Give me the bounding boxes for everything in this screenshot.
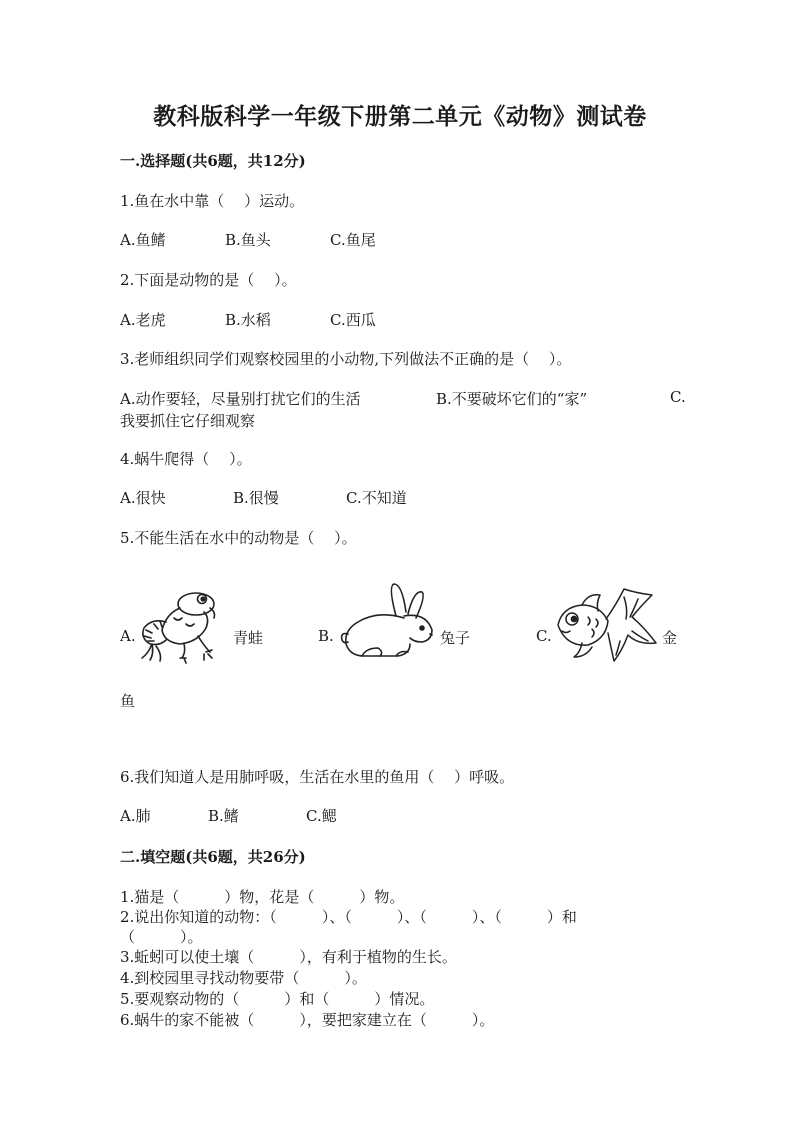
fill-question-2-line-1: 2.说出你知道的动物：（ ）、（ ）、（ ）、（ ）和 (120, 908, 577, 926)
question-1-stem: 1.鱼在水中靠（ ）运动。 (120, 192, 305, 210)
goldfish-illustration (552, 585, 660, 665)
question-5-option-b-prefix: B. (318, 627, 334, 645)
question-2-option-a: A.老虎 (120, 311, 166, 329)
question-4-option-c: C.不知道 (346, 489, 407, 507)
fill-question-2-line-2: （ ）。 (120, 928, 203, 946)
question-5-option-c-label-part1: 金 (662, 629, 678, 647)
fill-question-1: 1.猫是（ ）物，花是（ ）物。 (120, 888, 405, 906)
page-title: 教科版科学一年级下册第二单元《动物》测试卷 (153, 103, 647, 130)
fill-question-5: 5.要观察动物的（ ）和（ ）情况。 (120, 990, 435, 1008)
question-1-option-b: B.鱼头 (225, 231, 271, 249)
question-5-option-a-prefix: A. (120, 627, 136, 645)
question-5-option-a-label: 青蛙 (233, 629, 264, 647)
question-5-option-c-label-part2: 鱼 (120, 692, 136, 710)
fill-question-4: 4.到校园里寻找动物要带（ ）。 (120, 969, 367, 987)
question-3-option-c-text: 我要抓住它仔细观察 (120, 412, 256, 430)
question-6-stem: 6.我们知道人是用肺呼吸，生活在水里的鱼用（ ）呼吸。 (120, 768, 515, 786)
question-5-option-c-prefix: C. (536, 627, 552, 645)
question-3-option-c-prefix: C. (670, 388, 686, 406)
question-3-option-b: B.不要破坏它们的“家” (436, 390, 588, 408)
question-4-stem: 4.蜗牛爬得（ ）。 (120, 450, 252, 468)
rabbit-illustration (338, 582, 438, 662)
question-3-option-a: A.动作要轻，尽量别打扰它们的生活 (120, 390, 361, 408)
question-1-option-a: A.鱼鳍 (120, 231, 166, 249)
question-4-option-b: B.很慢 (233, 489, 279, 507)
question-2-stem: 2.下面是动物的是（ ）。 (120, 271, 297, 289)
question-6-option-b: B.鳍 (208, 807, 239, 825)
question-5-option-b-label: 兔子 (440, 629, 471, 647)
question-2-option-b: B.水稻 (225, 311, 271, 329)
question-6-option-c: C.鳃 (306, 807, 337, 825)
question-1-option-c: C.鱼尾 (330, 231, 376, 249)
question-2-option-c: C.西瓜 (330, 311, 376, 329)
fill-question-3: 3.蚯蚓可以使土壤（ ），有利于植物的生长。 (120, 948, 457, 966)
question-6-option-a: A.肺 (120, 807, 151, 825)
frog-illustration (136, 588, 228, 664)
section-multiple-choice-heading: 一.选择题(共6题，共12分) (120, 152, 306, 170)
question-4-option-a: A.很快 (120, 489, 166, 507)
question-3-stem: 3.老师组织同学们观察校园里的小动物,下列做法不正确的是（ ）。 (120, 350, 572, 368)
question-5-stem: 5.不能生活在水中的动物是（ ）。 (120, 529, 357, 547)
section-fill-in-heading: 二.填空题(共6题，共26分) (120, 848, 306, 866)
fill-question-6: 6.蜗牛的家不能被（ ），要把家建立在（ ）。 (120, 1011, 495, 1029)
